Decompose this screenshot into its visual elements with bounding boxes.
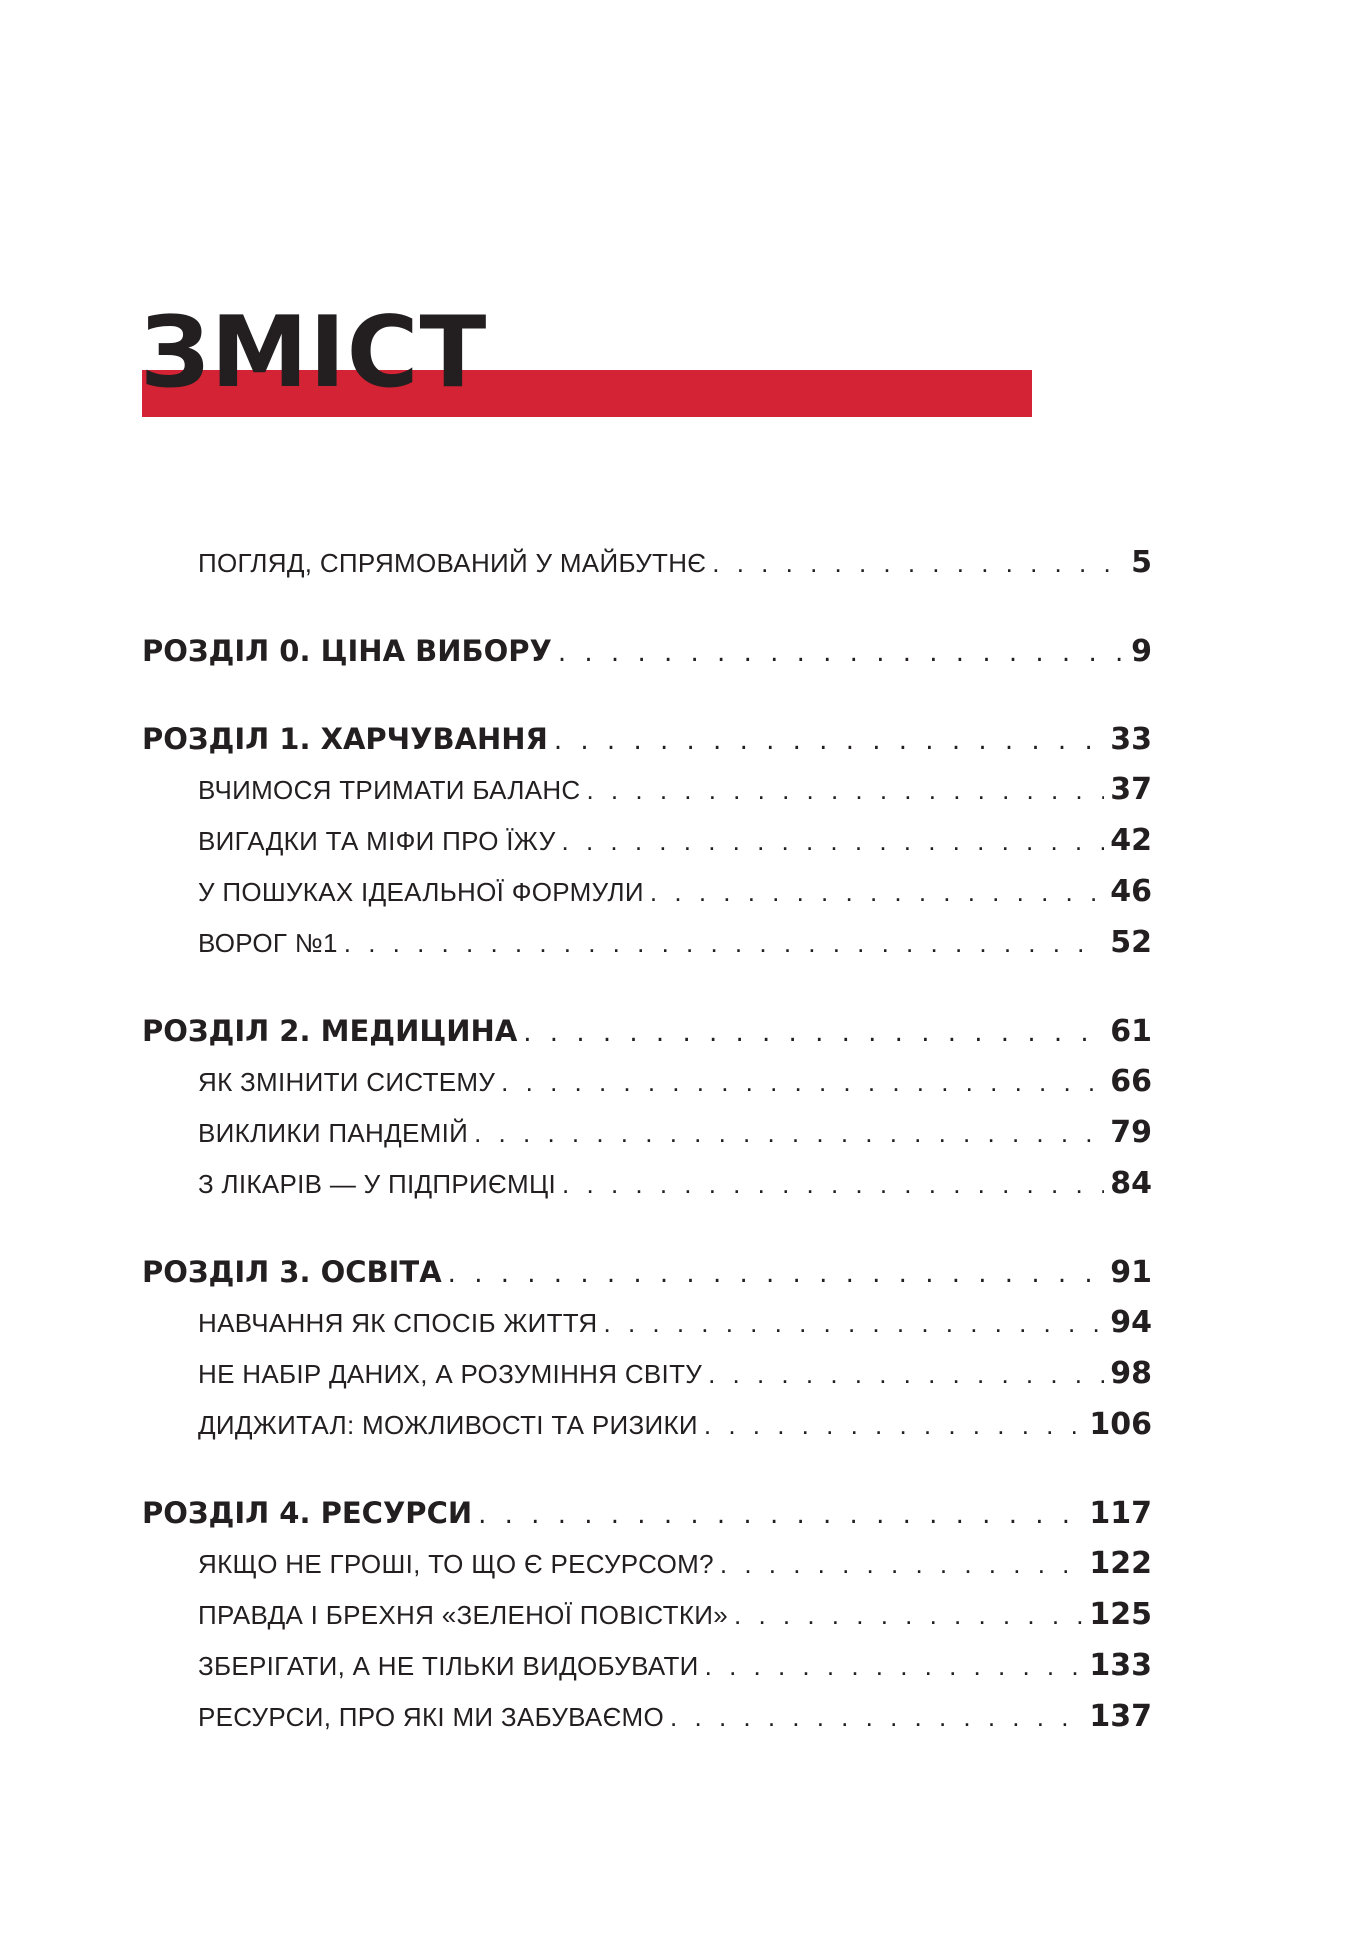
dot-leader (734, 1600, 1083, 1631)
toc-section-label: ВИГАДКИ ТА МІФИ ПРО ЇЖУ (198, 826, 556, 856)
toc-section[interactable] (142, 772, 1152, 823)
dot-leader (501, 1067, 1104, 1098)
toc-section[interactable] (142, 1648, 1152, 1699)
toc-page-number: 117 (1089, 1496, 1152, 1531)
toc-section[interactable] (142, 823, 1152, 874)
toc-page-number: 46 (1110, 874, 1152, 909)
toc-page-number: 52 (1110, 925, 1152, 960)
toc-chapter-0[interactable] (142, 634, 1152, 684)
dot-leader (554, 726, 1104, 756)
toc-page-number: 9 (1131, 634, 1152, 669)
toc-section-label: ВОРОГ №1 (198, 928, 338, 958)
toc-section-label: ВИКЛИКИ ПАНДЕМІЙ (198, 1118, 469, 1148)
toc-chapter-4[interactable] (142, 1496, 1152, 1546)
toc-chapter-label: РОЗДІЛ 0. ЦІНА ВИБОРУ (142, 634, 552, 668)
toc-entry-label: ПОГЛЯД, СПРЯМОВАНИЙ У МАЙБУТНЄ (198, 548, 707, 578)
toc-chapter-3[interactable] (142, 1255, 1152, 1305)
toc-section[interactable] (142, 1166, 1152, 1217)
dot-leader (720, 1549, 1084, 1580)
toc-page-number: 125 (1089, 1597, 1152, 1632)
toc-page-number: 84 (1110, 1166, 1152, 1201)
toc-page-number: 137 (1089, 1699, 1152, 1734)
toc-chapter-1[interactable] (142, 722, 1152, 772)
toc-page-number: 106 (1089, 1407, 1152, 1442)
dot-leader (448, 1259, 1105, 1289)
toc-section[interactable] (142, 1699, 1152, 1750)
toc-chapter-label: РОЗДІЛ 3. ОСВІТА (142, 1255, 442, 1289)
toc-section-label: РЕСУРСИ, ПРО ЯКІ МИ ЗАБУВАЄМО (198, 1702, 665, 1732)
toc-section[interactable] (142, 1305, 1152, 1356)
title-block (140, 296, 1032, 418)
page-title: ЗМІСТ (140, 296, 488, 410)
toc-page-number: 94 (1110, 1305, 1152, 1340)
toc-section[interactable] (142, 874, 1152, 925)
dot-leader (344, 928, 1104, 959)
toc-section[interactable] (142, 1115, 1152, 1166)
dot-leader (712, 548, 1125, 579)
toc-page-number: 122 (1089, 1546, 1152, 1581)
toc-page-number: 79 (1110, 1115, 1152, 1150)
toc-page-number: 5 (1131, 545, 1152, 580)
toc-chapter-label: РОЗДІЛ 1. ХАРЧУВАННЯ (142, 722, 548, 756)
table-of-contents (142, 545, 1152, 1750)
toc-section-label: ДИДЖИТАЛ: МОЖЛИВОСТІ ТА РИЗИКИ (198, 1410, 698, 1440)
toc-section[interactable] (142, 1546, 1152, 1597)
toc-section[interactable] (142, 925, 1152, 976)
toc-section-label: ПРАВДА І БРЕХНЯ «ЗЕЛЕНОЇ ПОВІСТКИ» (198, 1600, 729, 1630)
dot-leader (558, 638, 1125, 668)
toc-page-number: 37 (1110, 772, 1152, 807)
dot-leader (604, 1308, 1105, 1339)
toc-page-number: 33 (1110, 722, 1152, 757)
toc-section-label: ЯКЩО НЕ ГРОШІ, ТО ЩО Є РЕСУРСОМ? (198, 1549, 714, 1579)
toc-section[interactable] (142, 1064, 1152, 1115)
toc-chapter-label: РОЗДІЛ 2. МЕДИЦИНА (142, 1014, 518, 1048)
toc-section[interactable] (142, 1356, 1152, 1407)
dot-leader (708, 1359, 1104, 1390)
dot-leader (562, 1169, 1104, 1200)
dot-leader (562, 826, 1105, 857)
dot-leader (670, 1702, 1083, 1733)
dot-leader (523, 1018, 1104, 1048)
toc-entry-intro[interactable] (142, 545, 1152, 596)
toc-section-label: З ЛІКАРІВ — У ПІДПРИЄМЦІ (198, 1169, 557, 1199)
toc-section-label: НЕ НАБІР ДАНИХ, А РОЗУМІННЯ СВІТУ (198, 1359, 703, 1389)
toc-section[interactable] (142, 1407, 1152, 1458)
toc-page-number: 133 (1089, 1648, 1152, 1683)
toc-section-label: У ПОШУКАХ ІДЕАЛЬНОЇ ФОРМУЛИ (198, 877, 644, 907)
toc-page-number: 98 (1110, 1356, 1152, 1391)
dot-leader (650, 877, 1104, 908)
toc-section-label: НАВЧАННЯ ЯК СПОСІБ ЖИТТЯ (198, 1308, 598, 1338)
dot-leader (705, 1651, 1084, 1682)
toc-section-label: ВЧИМОСЯ ТРИМАТИ БАЛАНС (198, 775, 581, 805)
toc-section[interactable] (142, 1597, 1152, 1648)
dot-leader (586, 775, 1104, 806)
toc-chapter-label: РОЗДІЛ 4. РЕСУРСИ (142, 1496, 473, 1530)
toc-chapter-2[interactable] (142, 1014, 1152, 1064)
dot-leader (478, 1500, 1083, 1530)
toc-page-number: 42 (1110, 823, 1152, 858)
toc-section-label: ЗБЕРІГАТИ, А НЕ ТІЛЬКИ ВИДОБУВАТИ (198, 1651, 699, 1681)
toc-page-number: 91 (1110, 1255, 1152, 1290)
toc-section-label: ЯК ЗМІНИТИ СИСТЕМУ (198, 1067, 496, 1097)
dot-leader (704, 1410, 1083, 1441)
toc-page-number: 66 (1110, 1064, 1152, 1099)
dot-leader (474, 1118, 1104, 1149)
toc-page-number: 61 (1110, 1014, 1152, 1049)
